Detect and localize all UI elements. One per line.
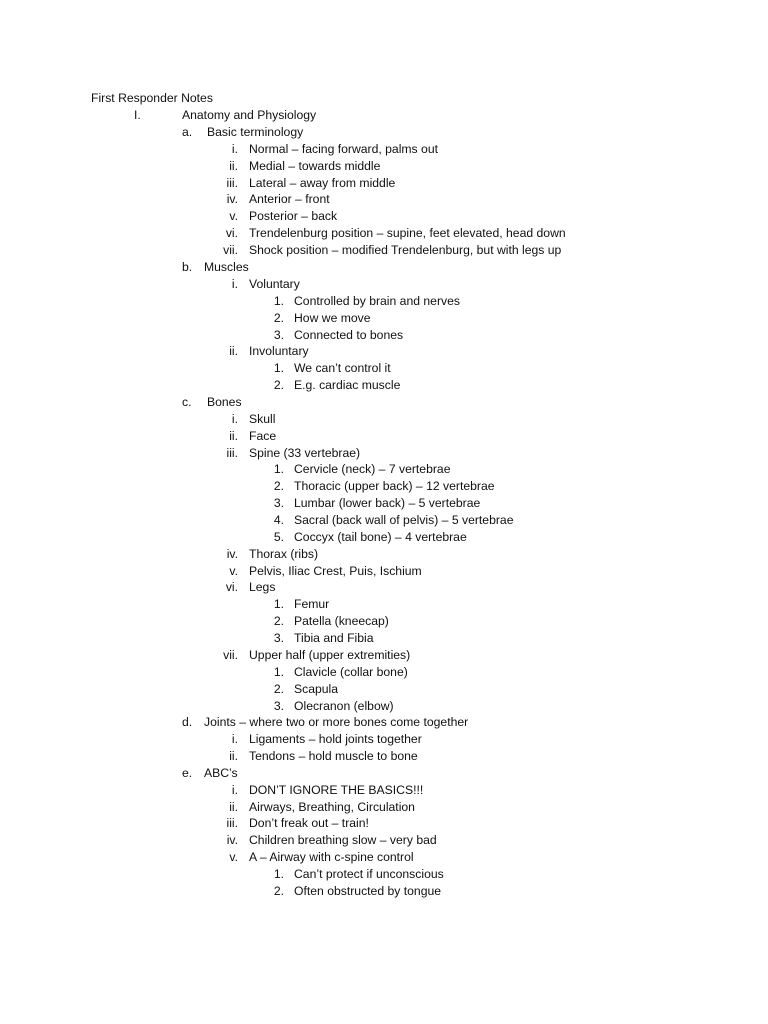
item-text: E.g. cardiac muscle [294,378,401,392]
item-text: Sacral (back wall of pelvis) – 5 vertebrae [294,513,514,527]
outline-item [0,124,768,141]
outline-item [0,461,768,478]
item-marker: vi. [225,226,238,240]
item-marker: iv. [226,833,238,847]
item-text: Can’t protect if unconscious [294,867,444,881]
item-text: Patella (kneecap) [294,614,389,628]
item-marker: 1. [273,294,284,308]
item-text: Lateral – away from middle [249,176,396,190]
item-text: Airways, Breathing, Circulation [249,800,415,814]
item-marker: i. [231,783,238,797]
outline-item [0,478,768,495]
item-text: We can’t control it [294,361,391,375]
item-text: Basic terminology [207,125,304,139]
item-marker: 1. [273,597,284,611]
outline-item [0,647,768,664]
item-text: Anatomy and Physiology [182,108,317,122]
item-marker: ii. [229,159,238,173]
outline-item [0,849,768,866]
item-marker: 2. [273,682,284,696]
outline-item [0,714,768,731]
outline-item [0,563,768,580]
item-marker: 3. [273,328,284,342]
outline-item [0,832,768,849]
outline-item [0,546,768,563]
item-marker: i. [231,412,238,426]
item-text: Trendelenburg position – supine, feet elevated, head down [249,226,566,240]
item-marker: 1. [273,462,284,476]
item-marker: 3. [273,631,284,645]
outline-item [0,293,768,310]
outline-item [0,394,768,411]
outline-item [0,866,768,883]
item-marker: ii. [229,800,238,814]
item-marker: i. [231,142,238,156]
item-text: Upper half (upper extremities) [249,648,411,662]
outline-item [0,748,768,765]
item-text: Joints – where two or more bones come together [204,715,469,729]
item-marker: 1. [273,665,284,679]
item-text: Pelvis, Iliac Crest, Puis, Ischium [249,564,422,578]
outline-item [0,698,768,715]
item-marker: c. [182,395,192,409]
item-text: Shock position – modified Trendelenburg, but with legs up [249,243,562,257]
item-text: Children breathing slow – very bad [249,833,437,847]
item-marker: 3. [273,496,284,510]
item-text: Olecranon (elbow) [294,699,394,713]
item-text: Involuntary [249,344,309,358]
outline-item [0,428,768,445]
outline-item [0,613,768,630]
item-marker: 3. [273,699,284,713]
item-text: Voluntary [249,277,300,291]
outline-item [0,158,768,175]
item-text: Cervicle (neck) – 7 vertebrae [294,462,451,476]
item-text: Legs [249,580,276,594]
item-text: Connected to bones [294,328,404,342]
item-marker: v. [229,850,238,864]
item-marker: iii. [226,816,238,830]
outline-item [0,411,768,428]
item-text: How we move [294,311,371,325]
item-marker: iii. [226,176,238,190]
item-marker: 2. [273,311,284,325]
item-marker: I. [134,108,141,122]
item-text: Often obstructed by tongue [294,884,442,898]
outline-item [0,360,768,377]
item-text: Normal – facing forward, palms out [249,142,438,156]
outline-item [0,596,768,613]
item-marker: 4. [273,513,284,527]
item-marker: 2. [273,614,284,628]
item-text: Femur [294,597,330,611]
outline-item [0,175,768,192]
item-marker: iv. [226,547,238,561]
item-text: Ligaments – hold joints together [249,732,422,746]
document-title: First Responder Notes [91,91,213,105]
item-text: Medial – towards middle [249,159,381,173]
outline-item [0,815,768,832]
outline-item [0,495,768,512]
item-marker: b. [182,260,193,274]
item-text: Face [249,429,277,443]
outline-item [0,799,768,816]
item-text: DON’T IGNORE THE BASICS!!! [249,783,424,797]
item-text: Scapula [294,682,339,696]
outline-item [0,445,768,462]
item-text: A – Airway with c-spine control [249,850,414,864]
item-text: Muscles [204,260,249,274]
outline-item [0,310,768,327]
item-text: Posterior – back [249,209,338,223]
outline-item [0,579,768,596]
item-marker: vii. [223,243,238,257]
outline-item [0,731,768,748]
outline-item [0,343,768,360]
item-text: Thoracic (upper back) – 12 vertebrae [294,479,495,493]
item-marker: 2. [273,378,284,392]
item-text: Bones [207,395,242,409]
outline-item [0,512,768,529]
item-marker: ii. [229,344,238,358]
item-marker: i. [231,732,238,746]
item-text: Anterior – front [249,192,330,206]
item-marker: vi. [225,580,238,594]
item-marker: ii. [229,749,238,763]
outline-item [0,276,768,293]
outline-item [0,242,768,259]
item-text: Skull [249,412,276,426]
item-marker: v. [229,564,238,578]
item-marker: vii. [223,648,238,662]
item-marker: 2. [273,884,284,898]
item-text: Tibia and Fibia [294,631,374,645]
item-text: Spine (33 vertebrae) [249,446,361,460]
item-marker: d. [182,715,193,729]
outline-item [0,225,768,242]
item-marker: i. [231,277,238,291]
outline-item [0,765,768,782]
outline-item [0,208,768,225]
item-text: Tendons – hold muscle to bone [249,749,418,763]
item-marker: iv. [226,192,238,206]
item-marker: ii. [229,429,238,443]
outline-item [0,327,768,344]
item-text: Coccyx (tail bone) – 4 vertebrae [294,530,467,544]
outline-item [0,377,768,394]
item-text: Lumbar (lower back) – 5 vertebrae [294,496,481,510]
outline-item [0,883,768,900]
item-marker: 2. [273,479,284,493]
item-text: ABC’s [204,766,238,780]
item-marker: 5. [273,530,284,544]
item-text: Thorax (ribs) [249,547,319,561]
outline-item [0,664,768,681]
item-text: Controlled by brain and nerves [294,294,460,308]
outline-item [0,681,768,698]
outline-item [0,191,768,208]
outline-item [0,782,768,799]
item-marker: v. [229,209,238,223]
outline-item [0,141,768,158]
document-title-line [0,90,768,107]
item-text: Clavicle (collar bone) [294,665,408,679]
item-text: Don’t freak out – train! [249,816,369,830]
item-marker: 1. [273,361,284,375]
outline-item [0,630,768,647]
item-marker: e. [182,766,193,780]
item-marker: a. [182,125,193,139]
item-marker: iii. [226,446,238,460]
outline-item [0,259,768,276]
outline-item [0,529,768,546]
outline-item [0,107,768,124]
item-marker: 1. [273,867,284,881]
